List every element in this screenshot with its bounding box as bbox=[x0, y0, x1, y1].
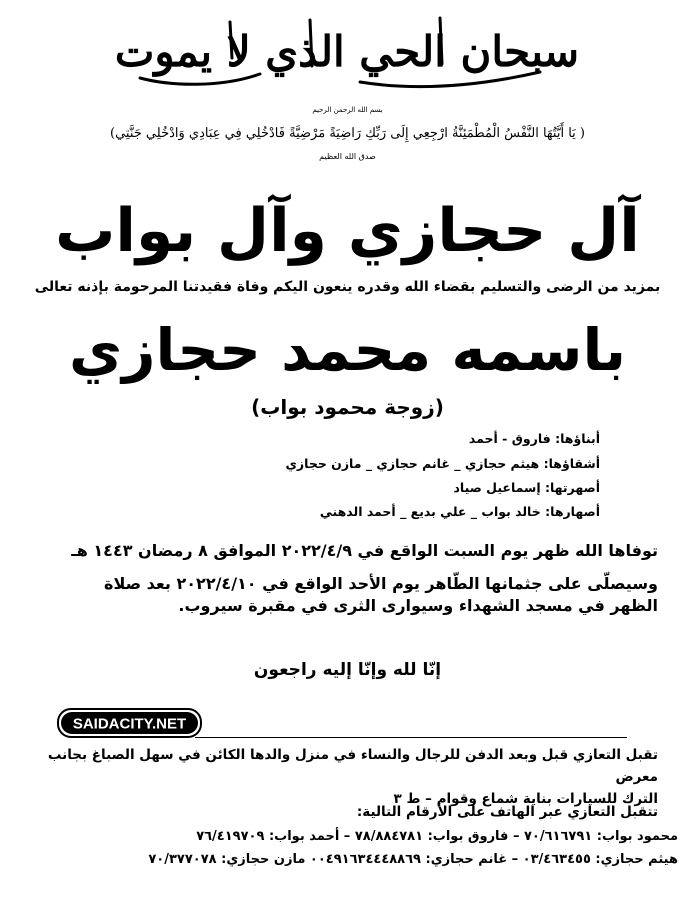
relative-names: إسماعيل صياد bbox=[453, 480, 541, 495]
logo-text: SAIDACITY.NET bbox=[72, 715, 187, 733]
relative-label: أشقاؤها: bbox=[543, 456, 600, 471]
relative-names: هيثم حجازي _ غانم حجازي _ مازن حجازي bbox=[285, 456, 540, 471]
spouse-note: (زوجة محمود بواب) bbox=[251, 395, 444, 419]
sadaqa-text: صدق الله العظيم bbox=[319, 152, 376, 161]
relatives-row-siblings bbox=[285, 456, 600, 471]
phones-title: تتقبل التعازي عبر الهاتف على الأرقام التالية: bbox=[356, 804, 658, 820]
phone-line-2: هيثم حجازي: ٠٣/٤٦٣٤٥٥ – غانم حجازي: ٠٠٤٩١٦٣٤٤٤٨٨٦٩ مازن حجازي: ٧٠/٣٧٧٠٧٨ bbox=[148, 852, 678, 867]
relatives-row-sons-in-law bbox=[454, 480, 600, 495]
condolences-info bbox=[30, 744, 658, 810]
relatives-row-in-laws bbox=[320, 504, 600, 519]
relative-names: فاروق - أحمد bbox=[468, 431, 551, 446]
announcement-intro: بمزيد من الرضى والتسليم بقضاء الله وقدره ينعون اليكم وفاة فقيدتنا المرحومة بإذنه تعالى bbox=[34, 279, 661, 295]
divider-line bbox=[195, 737, 627, 738]
saidacity-logo bbox=[57, 708, 202, 738]
funeral-prayer-line1: وسيصلّى على جثمانها الطّاهر يوم الأحد الواقع في ٢٠٢٢/٤/١٠ بعد صلاة bbox=[104, 574, 658, 593]
inna-lillah: إنّا لله وإنّا إليه راجعون bbox=[253, 660, 442, 680]
relative-label: أبناؤها: bbox=[555, 431, 600, 446]
phone-line-1: محمود بواب: ٧٠/٦١٦٧٩١ – فاروق بواب: ٧٨/٨٨٤٧٨١ – أحمد بواب: ٧٦/٤١٩٧٠٩ bbox=[196, 829, 678, 844]
calligraphy-header bbox=[110, 8, 585, 94]
relative-label: أصهارها: bbox=[545, 504, 600, 519]
relatives-row-children bbox=[469, 431, 600, 446]
deceased-name: باسمه محمد حجازي bbox=[68, 316, 627, 384]
condolences-line1: تقبل التعازي قبل وبعد الدفن للرجال والنساء في منزل والدها الكائن في سهل الصباغ بجانب معرض bbox=[47, 747, 658, 785]
death-date: توفاها الله ظهر يوم السبت الواقع في ٢٠٢٢/٤/٩ الموافق ٨ رمضان ١٤٤٣ هـ bbox=[71, 541, 658, 560]
bismillah: بسم الله الرحمن الرحيم bbox=[312, 106, 383, 114]
families-title: آل حجازي وآل بواب bbox=[55, 196, 640, 266]
relative-label: أصهرتها: bbox=[544, 480, 600, 495]
relative-names: خالد بواب _ علي بديع _ أحمد الدهني bbox=[319, 504, 541, 519]
quran-verse: ( يَا أَيَّتُهَا النَّفْسُ الْمُطْمَئِنَّةُ ارْجِعِي إِلَى رَبِّكِ رَاضِيَةً مَرْضِيَّةً فَادْخُلِي فِي عِبَادِي وَادْخُلِي جَنَّتِي) bbox=[110, 126, 585, 141]
calligraphy-text: سبحان الحي الذي لا يموت bbox=[114, 27, 580, 76]
funeral-prayer-line2: الظهر في مسجد الشهداء وسيوارى الثرى في مقبرة سيروب. bbox=[178, 596, 658, 615]
condolences-line2: الترك للسيارات بناية شماع وقوام – ط ٣ bbox=[393, 791, 658, 807]
funeral-prayer bbox=[20, 573, 658, 617]
